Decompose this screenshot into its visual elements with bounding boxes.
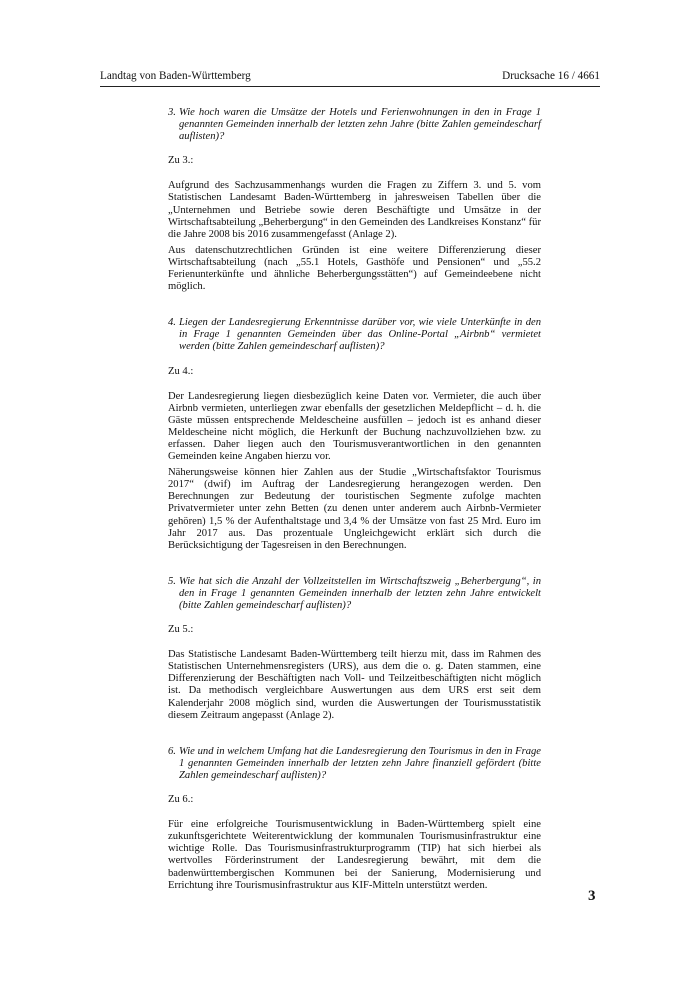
question-text: Wie und in welchem Umfang hat die Landesregierung den Tourismus in den in Frage 1 genannten Gemeinden innerhalb der letzten zehn Jahre finanziell gefördert (bitte Zahlen gemeindescharf auflisten)?	[179, 745, 541, 781]
answer-paragraph: Näherungsweise können hier Zahlen aus der Studie „Wirtschaftsfaktor Tourismus 2017“ (dwif) im Auftrag der Landesregierung herangezogen werden. Den Berechnungen zur Bedeutung der touristischen Segmente zufolge machten Privatvermieter unter zehn Betten (zu denen unter anderem auch Airbnb-Vermieter gehören) 1,5 % der Aufenthaltstage und 3,4 % der Umsätze von fast 25 Mrd. Euro im Jahr 2017 aus. Das prozentuale Ungleichgewicht erklärt sich durch die Berücksichtigung der Tagesreisen in den Berechnungen.	[168, 467, 541, 551]
answer-label-4: Zu 4.:	[168, 365, 194, 377]
document-body	[168, 107, 541, 892]
answer-paragraph: Aufgrund des Sachzusammenhangs wurden die Fragen zu Ziffern 3. und 5. vom Statistischen Landesamt Baden-Württemberg in jahresweisen Tabellen über die „Unternehmen und Betriebe sowie deren Beschäftigte und Umsätze in der Wirtschaftsabteilung „Beherbergung“ in den Gemeinden des Landkreises Konstanz“ für die Jahre 2008 bis 2016 zusammengefasst (Anlage 2).	[168, 180, 541, 240]
page-number: 3	[588, 888, 596, 904]
question-number: 5.	[168, 575, 176, 587]
question-5	[168, 576, 541, 612]
answer-label-6: Zu 6.:	[168, 794, 194, 806]
answer-paragraph: Der Landesregierung liegen diesbezüglich keine Daten vor. Vermieter, die auch über Airbnb vermieten, unterliegen zwar ebenfalls der gesetzlichen Meldepflicht – d. h. die Gäste müssen entsprechende Meldescheine ausfüllen – jedoch ist es anhand dieser Meldescheine nicht möglich, die Herkunft der Buchung nachzuvollziehen bzw. zu erfassen. Daher liegen auch den Tourismusverantwortlichen in den genannten Gemeinden keine Angaben hierzu vor.	[168, 390, 541, 463]
question-number: 4.	[168, 317, 176, 329]
answer-label-3: Zu 3.:	[168, 155, 194, 167]
header-parliament: Landtag von Baden-Württemberg	[100, 70, 251, 82]
question-number: 6.	[168, 745, 176, 757]
answer-label-5: Zu 5.:	[168, 624, 194, 636]
answer-paragraph: Aus datenschutzrechtlichen Gründen ist eine weitere Differenzierung dieser Wirtschaftsabteilung (nach „55.1 Hotels, Gasthöfe und Pensionen“ und „55.2 Ferienunterkünfte und ähnliche Beherbergungsstätten“) auf Gemeindeebene nicht möglich.	[168, 244, 541, 293]
header-rule	[100, 86, 600, 87]
header-document-number: Drucksache 16 / 4661	[502, 70, 600, 82]
question-4	[168, 317, 541, 353]
question-6	[168, 746, 541, 782]
question-text: Wie hoch waren die Umsätze der Hotels und Ferienwohnungen in den in Frage 1 genannten Gemeinden innerhalb der letzten zehn Jahre (bitte Zahlen gemeindescharf auflisten)?	[179, 107, 541, 143]
answer-paragraph: Das Statistische Landesamt Baden-Württemberg teilt hierzu mit, dass im Rahmen des Statistischen Unternehmensregisters (URS), aus dem die o. g. Daten stammen, eine Differenzierung der Beschäftigten nach Voll- und Teilzeitbeschäftigten nicht möglich ist. Da methodisch vergleichbare Auswertungen aus dem URS erst seit dem Kalenderjahr 2008 möglich sind, wurden die Auswertungen der Tourismusstatistik diesem Zeitraum angepasst (Anlage 2).	[168, 649, 541, 721]
answer-paragraph: Für eine erfolgreiche Tourismusentwicklung in Baden-Württemberg spielt eine zukunftsgerichtete Weiterentwicklung der kommunalen Tourismusinfrastruktur eine wichtige Rolle. Das Tourismusinfrastrukturprogramm (TIP) hat sich hierbei als wertvolles Förderinstrument der Landesregierung bewährt, mit dem die badenwürttembergischen Kommunen bei der Sanierung, Modernisierung und Errichtung ihre Tourismusinfrastruktur aus KIF-Mitteln unterstützt werden.	[168, 819, 541, 891]
question-text: Wie hat sich die Anzahl der Vollzeitstellen im Wirtschaftszweig „Beherbergung“, in den in Frage 1 genannten Gemeinden innerhalb der letzten zehn Jahre entwickelt (bitte Zahlen gemeindescharf auflisten)?	[179, 575, 541, 611]
question-text: Liegen der Landesregierung Erkenntnisse darüber vor, wie viele Unterkünfte in den in Frage 1 genannten Gemeinden über das Online-Portal „Airbnb“ vermietet werden (bitte Zahlen gemeindescharf auflisten)?	[179, 317, 541, 353]
question-3	[168, 107, 541, 143]
question-number: 3.	[168, 107, 176, 118]
